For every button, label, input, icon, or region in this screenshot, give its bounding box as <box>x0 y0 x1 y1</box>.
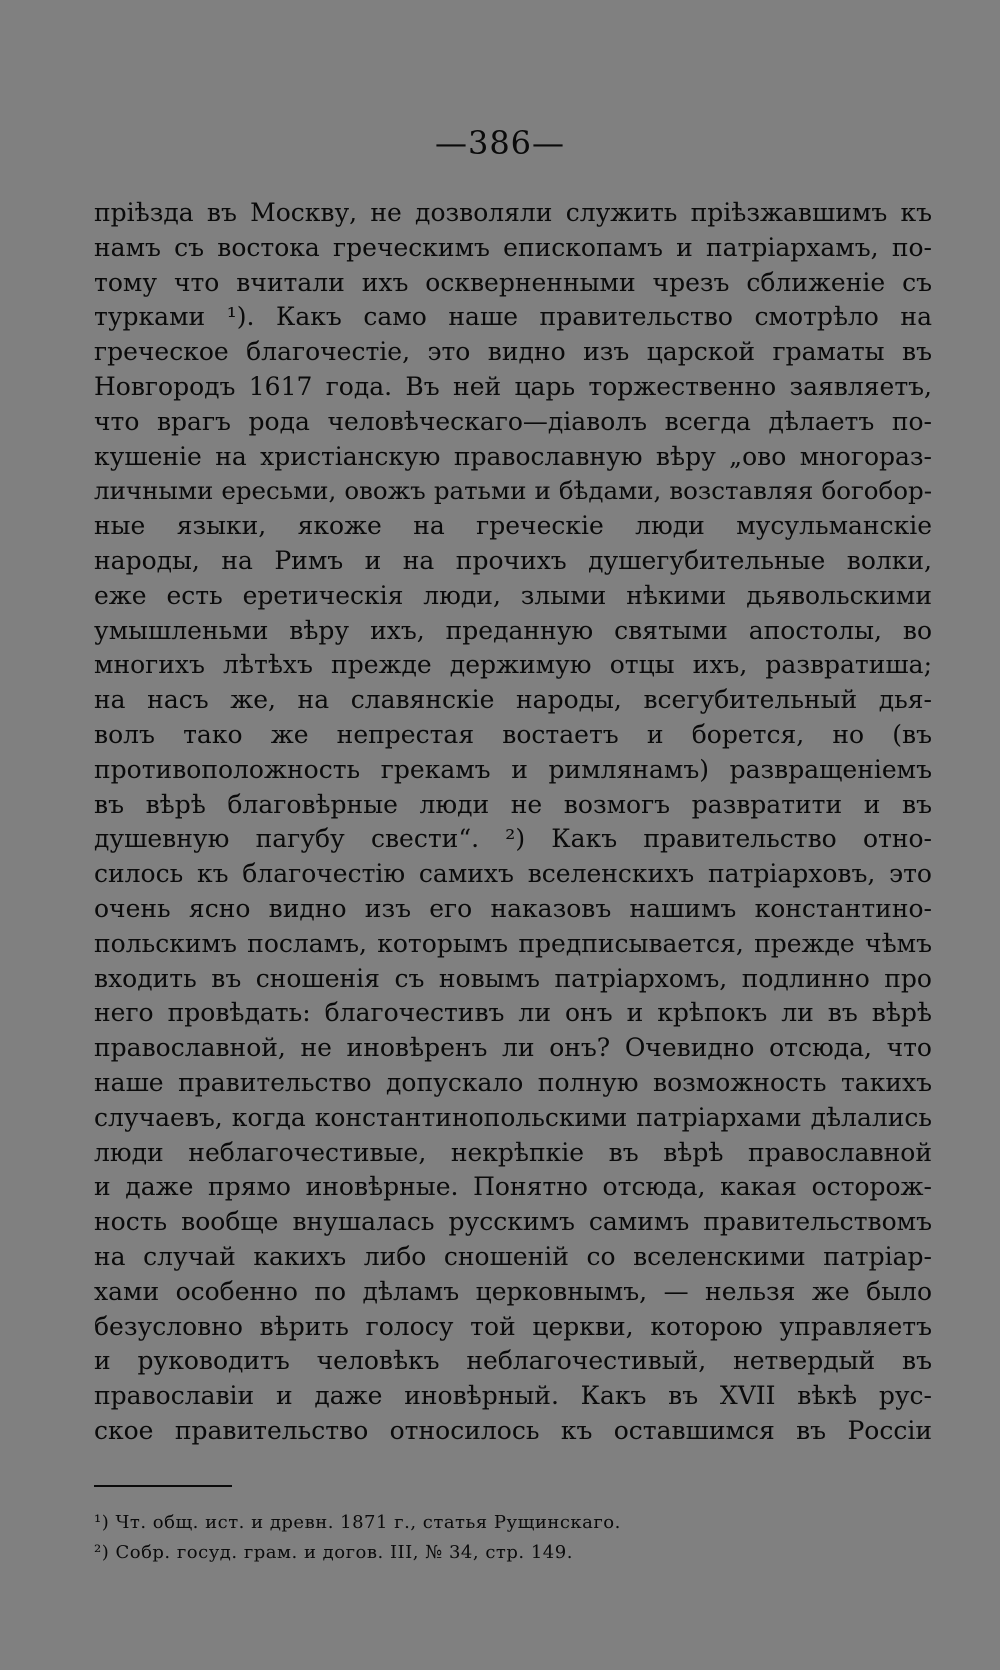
text-line: силось къ благочестiю самихъ вселенскихъ патрiарховъ, это <box>94 859 932 889</box>
text-line: намъ съ востока греческимъ епископамъ и патрiархамъ, по- <box>94 232 932 262</box>
text-line: него провѣдать: благочестивъ ли онъ и крѣпокъ ли въ вѣрѣ <box>94 998 932 1028</box>
text-line: волъ тако же непрестая востаетъ и борется, но (въ <box>94 719 932 749</box>
body-text <box>94 196 932 1449</box>
text-line: люди неблагочестивые, некрѣпкiе въ вѣрѣ православной <box>94 1137 932 1167</box>
text-line: личными ересьми, овожъ ратьми и бѣдами, возставляя богобор- <box>94 476 932 506</box>
footnotes <box>94 1508 894 1568</box>
text-line: умышленьми вѣру ихъ, преданную святыми апостолы, во <box>94 615 932 645</box>
text-line: турками ¹). Какъ само наше правительство смотрѣло на <box>94 302 932 332</box>
text-line: Новгородъ 1617 года. Въ ней царь торжественно заявляетъ, <box>94 371 932 401</box>
text-line: ные языки, якоже на греческiе люди мусульманскiе <box>94 511 932 541</box>
text-line: хами особенно по дѣламъ церковнымъ, — нельзя же было <box>94 1276 932 1306</box>
text-line: тому что вчитали ихъ оскверненными чрезъ сближенiе съ <box>94 267 932 297</box>
footnote-2: ²) Собр. госуд. грам. и догов. III, № 34, стр. 149. <box>94 1542 573 1563</box>
text-line: еже есть еретическiя люди, злыми нѣкими дьявольскими <box>94 580 932 610</box>
text-line: кушенiе на христiанскую православную вѣру „ово многораз- <box>94 441 932 471</box>
text-line: православiи и даже иновѣрный. Какъ въ XVII вѣкѣ рус- <box>94 1381 932 1411</box>
text-line: противоположность грекамъ и римлянамъ) развращенiемъ <box>94 754 932 784</box>
text-line: многихъ лѣтѣхъ прежде держимую отцы ихъ, развратиша; <box>94 650 932 680</box>
text-line: и руководитъ человѣкъ неблагочестивый, нетвердый въ <box>94 1346 932 1376</box>
footnote-1: ¹) Чт. общ. ист. и древн. 1871 г., статья Рущинскаго. <box>94 1512 621 1533</box>
text-line: и даже прямо иновѣрные. Понятно отсюда, какая осторож- <box>94 1172 932 1202</box>
text-line: случаевъ, когда константинопольскими патрiархами дѣлались <box>94 1102 932 1132</box>
text-line: на случай какихъ либо сношенiй со вселенскими патрiар- <box>94 1241 932 1271</box>
text-line: очень ясно видно изъ его наказовъ нашимъ константино- <box>94 893 932 923</box>
page-number: —386— <box>434 124 566 162</box>
text-line: греческое благочестiе, это видно изъ царской граматы въ <box>94 337 932 367</box>
text-line: въ вѣрѣ благовѣрные люди не возмогъ развратити и въ <box>94 789 932 819</box>
text-line: душевную пагубу свести“. ²) Какъ правительство отно- <box>94 824 932 854</box>
text-line: ность вообще внушалась русскимъ самимъ правительствомъ <box>94 1207 932 1237</box>
text-line: наше правительство допускало полную возможность такихъ <box>94 1067 932 1097</box>
text-line: входить въ сношенiя съ новымъ патрiархомъ, подлинно про <box>94 963 932 993</box>
text-line: что врагъ рода человѣческаго—дiаволъ всегда дѣлаетъ по- <box>94 406 932 436</box>
text-line: народы, на Римъ и на прочихъ душегубительные волки, <box>94 545 932 575</box>
text-line: безусловно вѣрить голосу той церкви, которою управляетъ <box>94 1311 932 1341</box>
text-line: прiѣзда въ Москву, не дозволяли служить прiѣзжавшимъ къ <box>94 198 932 227</box>
text-line: польскимъ посламъ, которымъ предписывается, прежде чѣмъ <box>94 928 932 958</box>
text-line: на насъ же, на славянскiе народы, всегубительный дья- <box>94 685 932 715</box>
text-line: православной, не иновѣренъ ли онъ? Очевидно отсюда, что <box>94 1033 932 1063</box>
text-line: ское правительство относилось къ оставшимся въ Россiи <box>94 1415 932 1445</box>
footnote-divider <box>94 1485 232 1487</box>
